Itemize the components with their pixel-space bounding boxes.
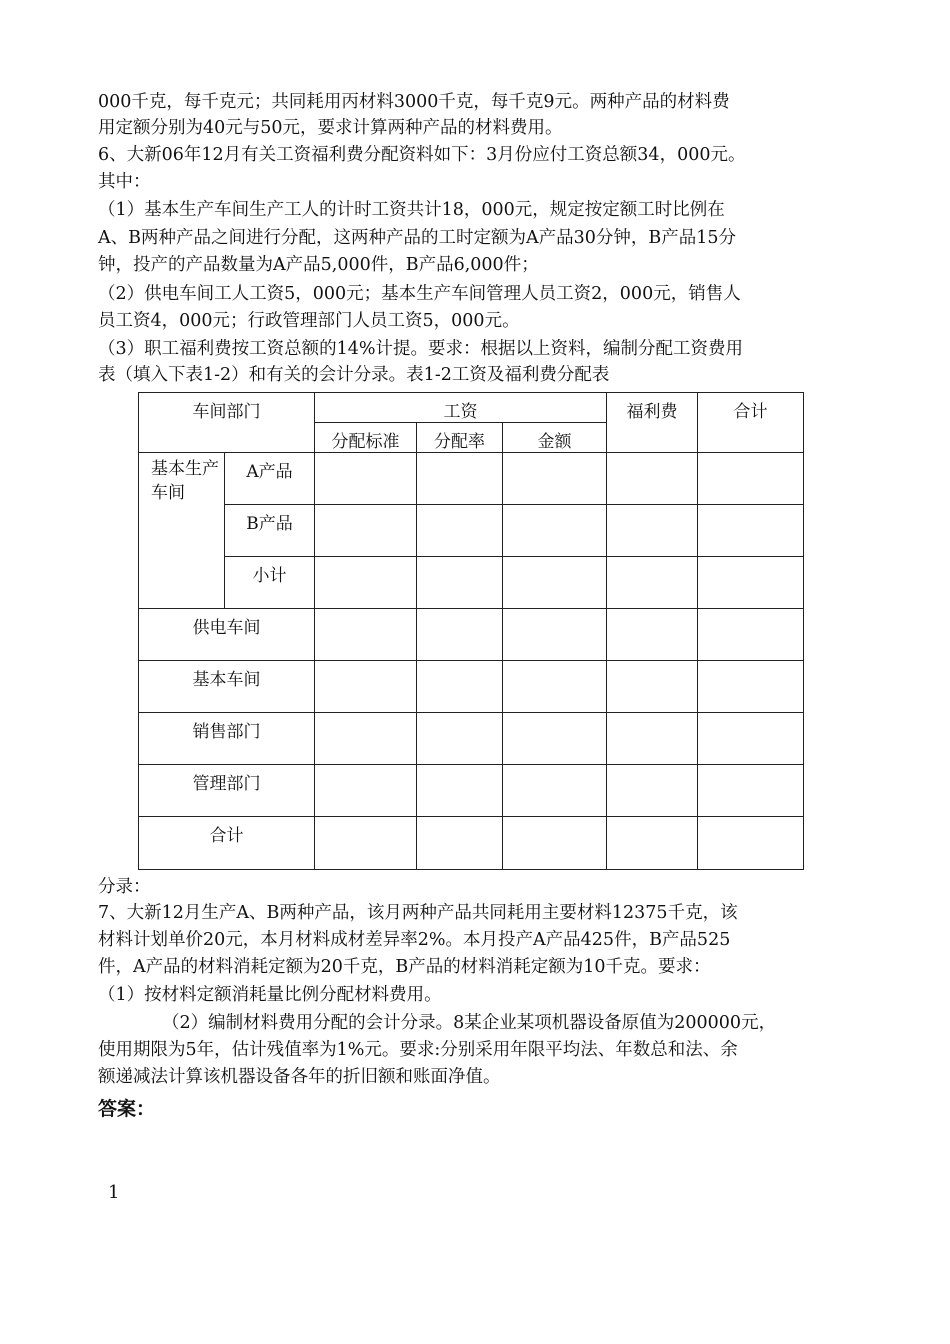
table-cell[interactable] (315, 505, 417, 557)
table-cell[interactable] (607, 609, 698, 661)
table-cell[interactable] (417, 505, 503, 557)
table-cell[interactable] (607, 713, 698, 765)
text-line: 材料计划单价20元，本月材料成材差异率2%。本月投产A产品425件，B产品525 (98, 930, 731, 950)
table-cell[interactable] (417, 661, 503, 713)
row-label-subtotal: 小计 (225, 557, 315, 609)
header-wage: 工资 (315, 393, 607, 423)
answer-label: 答案： (98, 1098, 156, 1120)
table-cell[interactable] (503, 505, 607, 557)
table-cell[interactable] (417, 765, 503, 817)
row-label-b: B产品 (225, 505, 315, 557)
table-cell[interactable] (503, 713, 607, 765)
table-cell[interactable] (698, 661, 804, 713)
table-cell[interactable] (503, 609, 607, 661)
row-label: 管理部门 (139, 765, 315, 817)
table-cell[interactable] (315, 817, 417, 870)
table-cell[interactable] (607, 765, 698, 817)
table-cell[interactable] (417, 453, 503, 505)
table-cell[interactable] (698, 505, 804, 557)
table-cell[interactable] (315, 713, 417, 765)
text-line: 其中： (98, 172, 151, 192)
row-label: 基本车间 (139, 661, 315, 713)
table-cell[interactable] (503, 557, 607, 609)
table-cell[interactable] (698, 713, 804, 765)
wage-welfare-allocation-table (138, 392, 804, 870)
table-cell[interactable] (315, 557, 417, 609)
table-cell[interactable] (503, 453, 607, 505)
table-cell[interactable] (607, 557, 698, 609)
table-cell[interactable] (315, 453, 417, 505)
text-line: 000千克，每千克元；共同耗用丙材料3000千克，每千克9元。两种产品的材料费 (98, 92, 730, 112)
text-line: 分录： (98, 877, 151, 897)
table-cell[interactable] (503, 765, 607, 817)
text-line: 使用期限为5年，估计残值率为1%元。要求:分别采用年限平均法、年数总和法、余 (98, 1040, 738, 1060)
table-cell[interactable] (417, 713, 503, 765)
row-label-a: A产品 (225, 453, 315, 505)
text-line: 7、大新12月生产A、B两种产品，该月两种产品共同耗用主要材料12375千克，该 (98, 903, 738, 923)
table-cell[interactable] (698, 817, 804, 870)
header-welfare: 福利费 (607, 393, 698, 453)
text-line: 表（填入下表1-2）和有关的会计分录。表1-2工资及福利费分配表 (98, 365, 610, 385)
header-total: 合计 (698, 393, 804, 453)
text-line: 用定额分别为40元与50元，要求计算两种产品的材料费用。 (98, 118, 563, 138)
row-label: 供电车间 (139, 609, 315, 661)
table-cell[interactable] (607, 505, 698, 557)
text-line: （2）供电车间工人工资5，000元；基本生产车间管理人员工资2，000元，销售人 (98, 284, 741, 304)
table-cell[interactable] (698, 609, 804, 661)
table-cell[interactable] (315, 765, 417, 817)
table-cell[interactable] (698, 557, 804, 609)
table-cell[interactable] (417, 557, 503, 609)
text-line: （1）按材料定额消耗量比例分配材料费用。 (98, 985, 442, 1005)
text-line: A、B两种产品之间进行分配，这两种产品的工时定额为A产品30分钟，B产品15分 (98, 228, 737, 248)
text-line: （3）职工福利费按工资总额的14%计提。要求：根据以上资料，编制分配工资费用 (98, 339, 744, 359)
page-number: 1 (108, 1182, 120, 1203)
table-cell[interactable] (315, 661, 417, 713)
text-line: 件，A产品的材料消耗定额为20千克，B产品的材料消耗定额为10千克。要求： (98, 957, 711, 977)
table-cell[interactable] (607, 453, 698, 505)
text-line: 员工资4，000元；行政管理部门人员工资5，000元。 (98, 311, 520, 331)
header-standard: 分配标准 (315, 423, 417, 453)
text-line: （2）编制材料费用分配的会计分录。8某企业某项机器设备原值为200000元， (162, 1013, 777, 1033)
row-label: 销售部门 (139, 713, 315, 765)
table-cell[interactable] (417, 817, 503, 870)
table-cell[interactable] (503, 661, 607, 713)
text-line: 6、大新06年12月有关工资福利费分配资料如下：3月份应付工资总额34，000元。 (98, 145, 746, 165)
text-line: 额递减法计算该机器设备各年的折旧额和账面净值。 (98, 1067, 501, 1087)
basic-production-group: 基本生产车间 (139, 453, 225, 609)
text-line: （1）基本生产车间生产工人的计时工资共计18，000元，规定按定额工时比例在 (98, 200, 725, 220)
row-label-total: 合计 (139, 817, 315, 870)
table-cell[interactable] (698, 765, 804, 817)
table-cell[interactable] (417, 609, 503, 661)
table-cell[interactable] (698, 453, 804, 505)
header-dept: 车间部门 (139, 393, 315, 453)
text-line: 钟，投产的产品数量为A产品5,000件，B产品6,000件； (98, 255, 539, 275)
header-rate: 分配率 (417, 423, 503, 453)
table-cell[interactable] (503, 817, 607, 870)
table-cell[interactable] (315, 609, 417, 661)
header-amount: 金额 (503, 423, 607, 453)
table-cell[interactable] (607, 661, 698, 713)
table-cell[interactable] (607, 817, 698, 870)
